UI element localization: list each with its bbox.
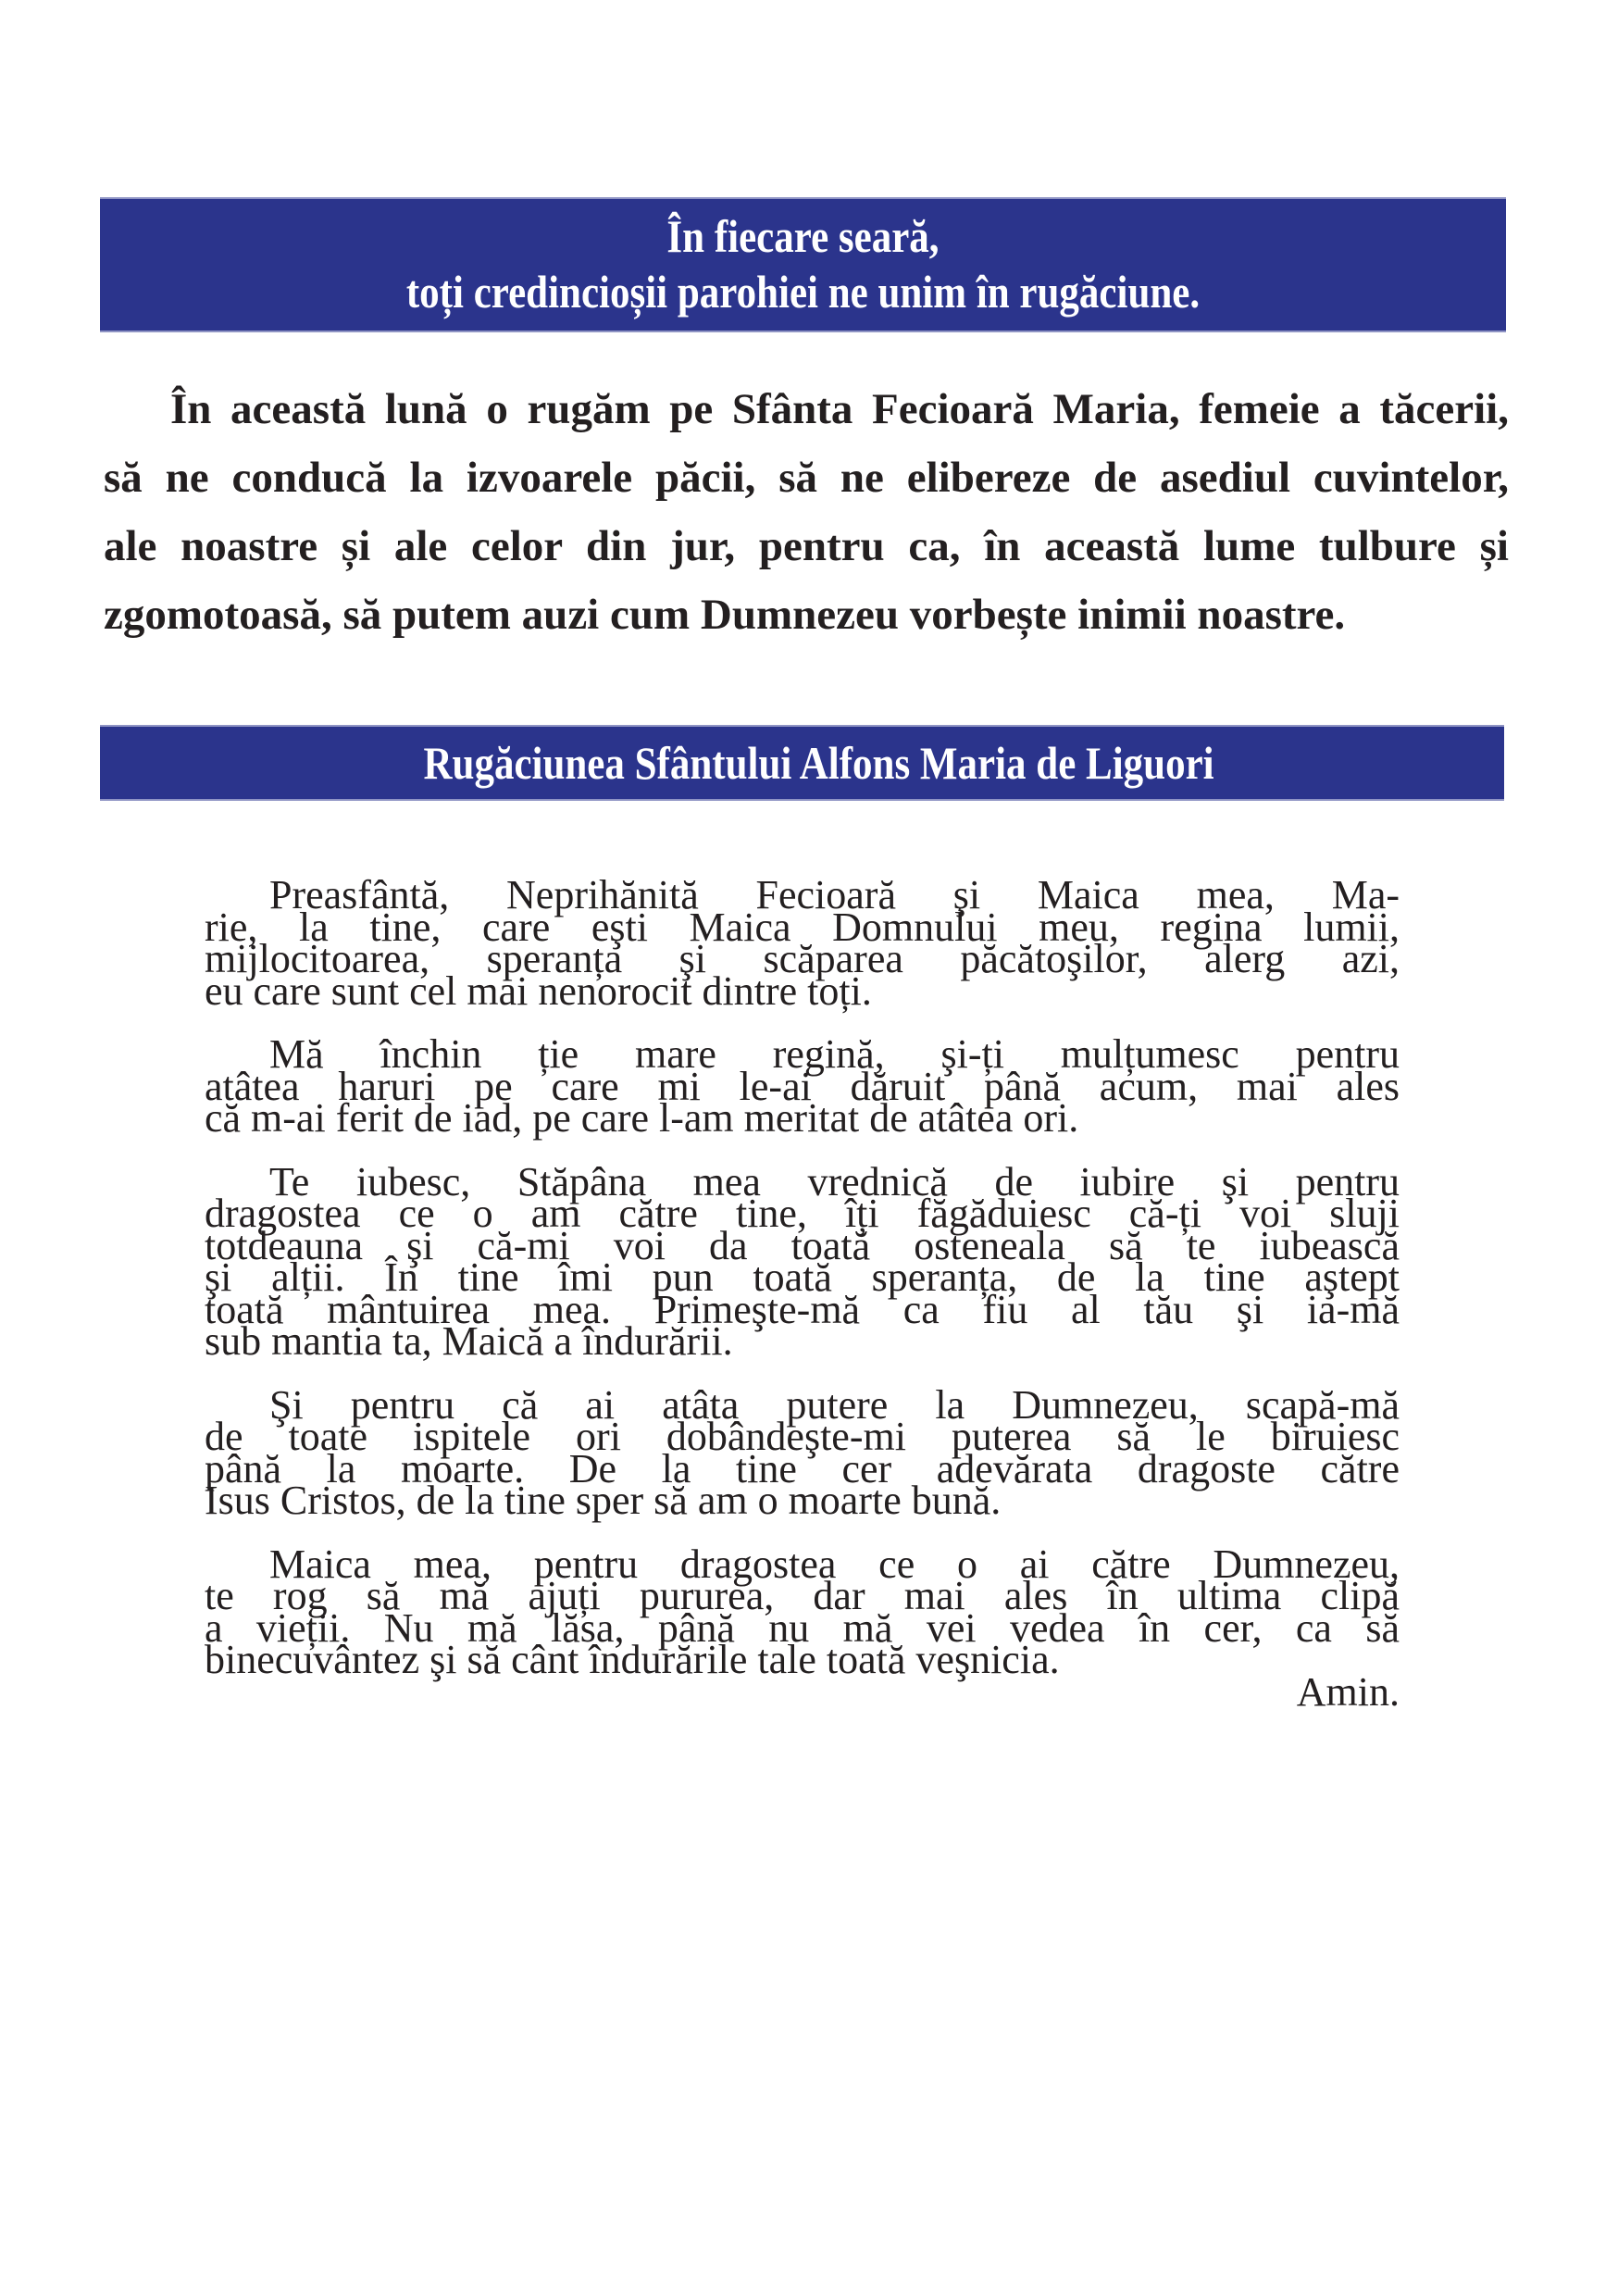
intro-line: ale noastre și ale celor din jur, pentru ca, în această lume tulbure și xyxy=(104,522,1509,570)
prayer-line: de toate ispitele ori dobândeşte-mi puterea să le biruiesc xyxy=(205,1414,1400,1459)
prayer-line: Mă închin ție mare regină, şi-ți mulțumesc pentru xyxy=(269,1031,1400,1077)
prayer-closing: Amin. xyxy=(1296,1668,1400,1715)
prayer-line: sub mantia ta, Maică a îndurării. xyxy=(205,1318,733,1364)
prayer-paragraph xyxy=(205,1541,1400,1682)
header-banner xyxy=(100,197,1506,332)
prayer-line: Isus Cristos, de la tine sper să am o moarte bună. xyxy=(205,1478,1002,1523)
prayer-line: rie, la tine, care eşti Maica Domnului meu, regina lumii, xyxy=(205,904,1400,950)
intro-line: În această lună o rugăm pe Sfânta Fecioară Maria, femeie a tăcerii, xyxy=(170,385,1509,433)
intro-paragraph xyxy=(104,375,1509,649)
prayer-line: Maica mea, pentru dragostea ce o ai către Dumnezeu, xyxy=(269,1541,1400,1587)
prayer-line: totdeauna şi că-mi voi da toată osteneala să te iubească xyxy=(205,1222,1400,1268)
prayer-title-banner xyxy=(100,725,1504,801)
header-banner-line: toți credincioșii parohiei ne unim în rugăciune. xyxy=(405,266,1201,318)
prayer-line: Te iubesc, Stăpâna mea vrednică de iubire şi pentru xyxy=(269,1158,1400,1204)
prayer-line: eu care sunt cel mai nenorocit dintre toți. xyxy=(205,967,872,1014)
prayer-line: mijlocitoarea, speranța şi scăparea păcătoşilor, alerg azi, xyxy=(205,936,1400,981)
header-banner-line: În fiecare seară, xyxy=(666,210,940,262)
prayer-line: toată mântuirea mea. Primeşte-mă ca fiu al tău şi ia-mă xyxy=(205,1286,1400,1332)
prayer-line: Preasfântă, Neprihănită Fecioară şi Maica mea, Ma- xyxy=(269,872,1400,917)
prayer-line: că m-ai ferit de iad, pe care l-am meritat de atâtea ori. xyxy=(205,1095,1079,1141)
prayer-line: Şi pentru că ai atâta putere la Dumnezeu, scapă-mă xyxy=(269,1381,1400,1428)
prayer-line: atâtea haruri pe care mi le-ai dăruit până acum, mai ales xyxy=(205,1063,1400,1109)
prayer-line: te rog să mă ajuți pururea, dar mai ales în ultima clipă xyxy=(205,1573,1400,1618)
prayer-title: Rugăciunea Sfântului Alfons Maria de Liguori xyxy=(423,737,1214,789)
prayer-line: a vieții. Nu mă lăsa, până nu mă vei vedea în cer, ca să xyxy=(205,1604,1400,1651)
prayer-line: dragostea ce o am către tine, îți făgăduiesc că-ți voi sluji xyxy=(205,1191,1400,1236)
intro-line: zgomotoasă, să putem auzi cum Dumnezeu vorbește inimii noastre. xyxy=(104,591,1346,639)
prayer-paragraph xyxy=(205,872,1400,1014)
prayer-line: până la moarte. De la tine cer adevărata dragoste către xyxy=(205,1445,1400,1491)
prayer-text xyxy=(205,872,1400,1715)
prayer-paragraph xyxy=(205,1381,1400,1523)
prayer-line: şi alții. În tine îmi pun toată speranța, de la tine aştept xyxy=(205,1254,1400,1300)
prayer-paragraph xyxy=(205,1158,1400,1364)
intro-line: să ne conducă la izvoarele păcii, să ne elibereze de asediul cuvintelor, xyxy=(104,454,1509,502)
prayer-line: binecuvântez şi să cânt îndurările tale toată veşnicia. xyxy=(205,1637,1060,1682)
prayer-paragraph xyxy=(205,1031,1400,1141)
